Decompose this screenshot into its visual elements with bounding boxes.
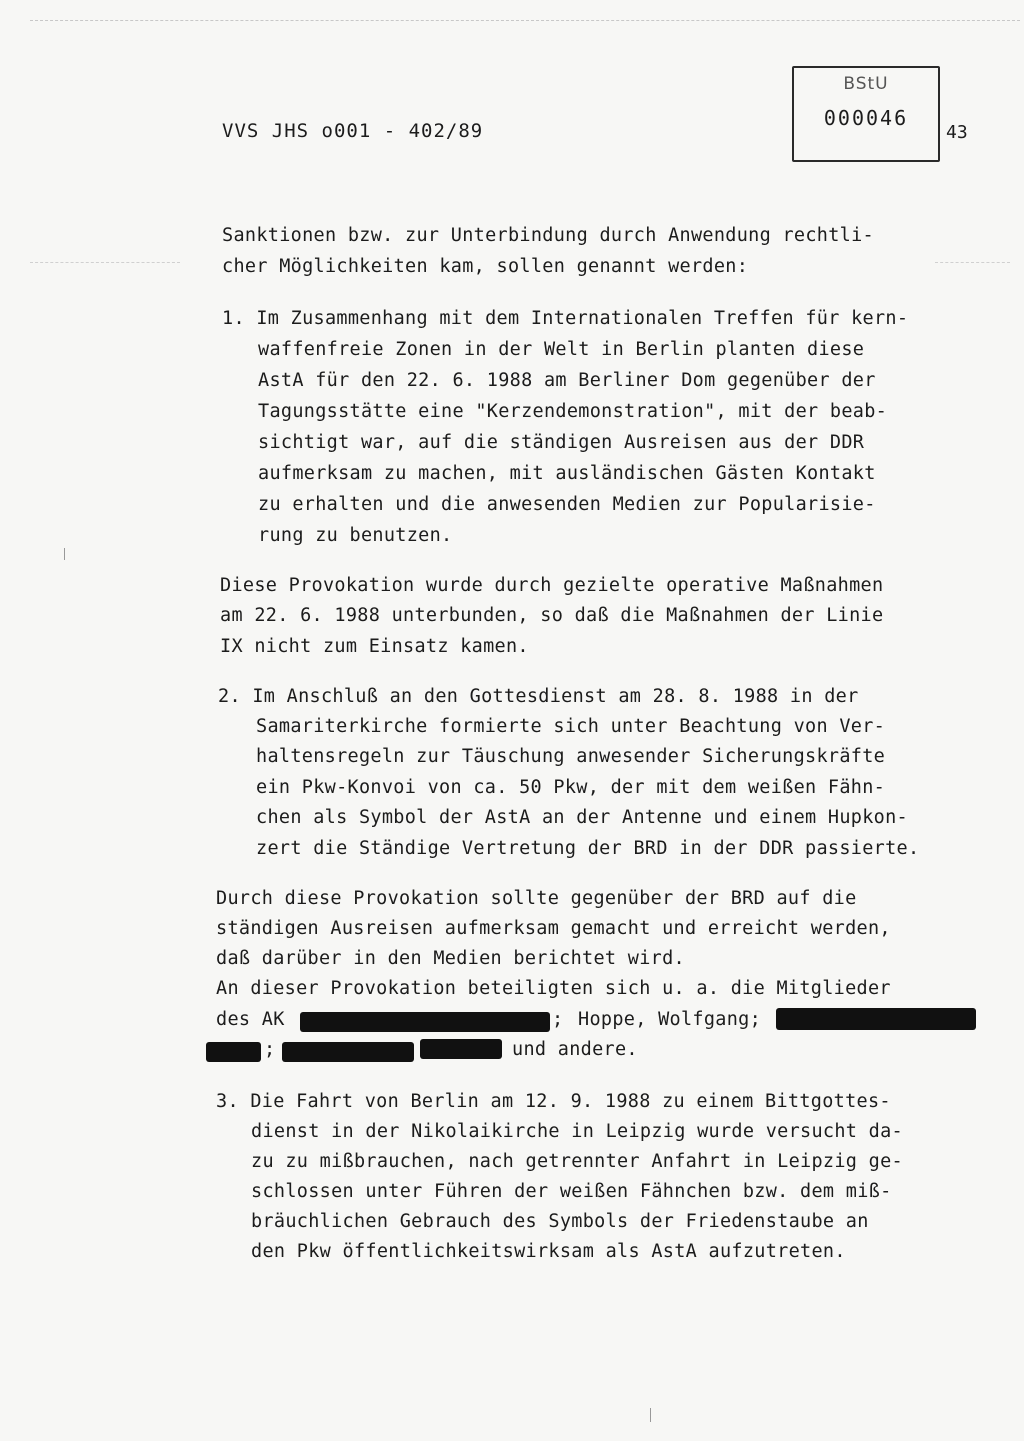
- members-prefix: des AK: [216, 1009, 285, 1030]
- redaction-bar: [206, 1042, 261, 1062]
- document-reference: VVS JHS o001 - 402/89: [222, 120, 484, 142]
- redaction-bar: [776, 1008, 976, 1030]
- item1-line: aufmerksam zu machen, mit ausländischen Gästen Kontakt: [258, 463, 876, 484]
- scan-mark: [64, 548, 65, 560]
- scan-guide-line-left: [30, 262, 180, 263]
- item2-line: Samariterkirche formierte sich unter Beachtung von Ver-: [256, 716, 886, 737]
- item1-line: sichtigt war, auf die ständigen Ausreisen aus der DDR: [258, 432, 865, 453]
- scan-guide-line-right: [935, 262, 1010, 263]
- item2-line: haltensregeln zur Täuschung anwesender Sicherungskräfte: [256, 746, 886, 767]
- item1-line: 1. Im Zusammenhang mit dem Internationalen Treffen für kern-: [222, 308, 909, 329]
- paragraph1-line: am 22. 6. 1988 unterbunden, so daß die Maßnahmen der Linie: [220, 605, 884, 626]
- item1-line: AstA für den 22. 6. 1988 am Berliner Dom gegenüber der: [258, 370, 876, 391]
- item3-line: bräuchlichen Gebrauch des Symbols der Friedenstaube an: [251, 1211, 869, 1232]
- item3-line: dienst in der Nikolaikirche in Leipzig wurde versucht da-: [251, 1121, 903, 1142]
- intro-line: cher Möglichkeiten kam, sollen genannt werden:: [222, 256, 749, 277]
- paragraph1-line: IX nicht zum Einsatz kamen.: [220, 636, 529, 657]
- item3-line: den Pkw öffentlichkeitswirksam als AstA aufzutreten.: [251, 1241, 846, 1262]
- paragraph2-line: daß darüber in den Medien berichtet wird.: [216, 948, 685, 969]
- member-name: Hoppe, Wolfgang;: [578, 1009, 762, 1030]
- intro-line: Sanktionen bzw. zur Unterbindung durch Anwendung rechtli-: [222, 225, 874, 246]
- page-number: 43: [946, 122, 968, 143]
- stamp-number: 000046: [823, 106, 909, 130]
- item3-line: schlossen unter Führen der weißen Fähnchen bzw. dem miß-: [251, 1181, 892, 1202]
- stamp-title: BStU: [843, 74, 889, 94]
- members-semicolon: ;: [552, 1009, 564, 1030]
- item2-line: ein Pkw-Konvoi von ca. 50 Pkw, der mit dem weißen Fähn-: [256, 777, 886, 798]
- archive-stamp: [792, 66, 940, 162]
- item1-line: waffenfreie Zonen in der Welt in Berlin planten diese: [258, 339, 865, 360]
- item3-line: zu zu mißbrauchen, nach getrennter Anfahrt in Leipzig ge-: [251, 1151, 903, 1172]
- item2-line: 2. Im Anschluß an den Gottesdienst am 28. 8. 1988 in der: [218, 686, 859, 707]
- paragraph2-line: An dieser Provokation beteiligten sich u. a. die Mitglieder: [216, 978, 891, 999]
- item1-line: zu erhalten und die anwesenden Medien zur Popularisie-: [258, 494, 876, 515]
- paragraph1-line: Diese Provokation wurde durch gezielte operative Maßnahmen: [220, 575, 884, 596]
- paragraph2-line: Durch diese Provokation sollte gegenüber der BRD auf die: [216, 888, 857, 909]
- scan-mark: [650, 1408, 651, 1422]
- scan-edge-line: [30, 20, 1020, 21]
- item3-line: 3. Die Fahrt von Berlin am 12. 9. 1988 zu einem Bittgottes-: [216, 1091, 891, 1112]
- item1-line: rung zu benutzen.: [258, 525, 453, 546]
- members-semicolon: ;: [264, 1039, 276, 1060]
- redaction-bar: [420, 1039, 502, 1059]
- paragraph2-line: ständigen Ausreisen aufmerksam gemacht und erreicht werden,: [216, 918, 891, 939]
- item1-line: Tagungsstätte eine "Kerzendemonstration", mit der beab-: [258, 401, 888, 422]
- redaction-bar: [282, 1042, 414, 1062]
- item2-line: zert die Ständige Vertretung der BRD in der DDR passierte.: [256, 838, 920, 859]
- redaction-bar: [300, 1012, 550, 1032]
- item2-line: chen als Symbol der AstA an der Antenne und einem Hupkon-: [256, 807, 908, 828]
- members-suffix: und andere.: [512, 1039, 638, 1060]
